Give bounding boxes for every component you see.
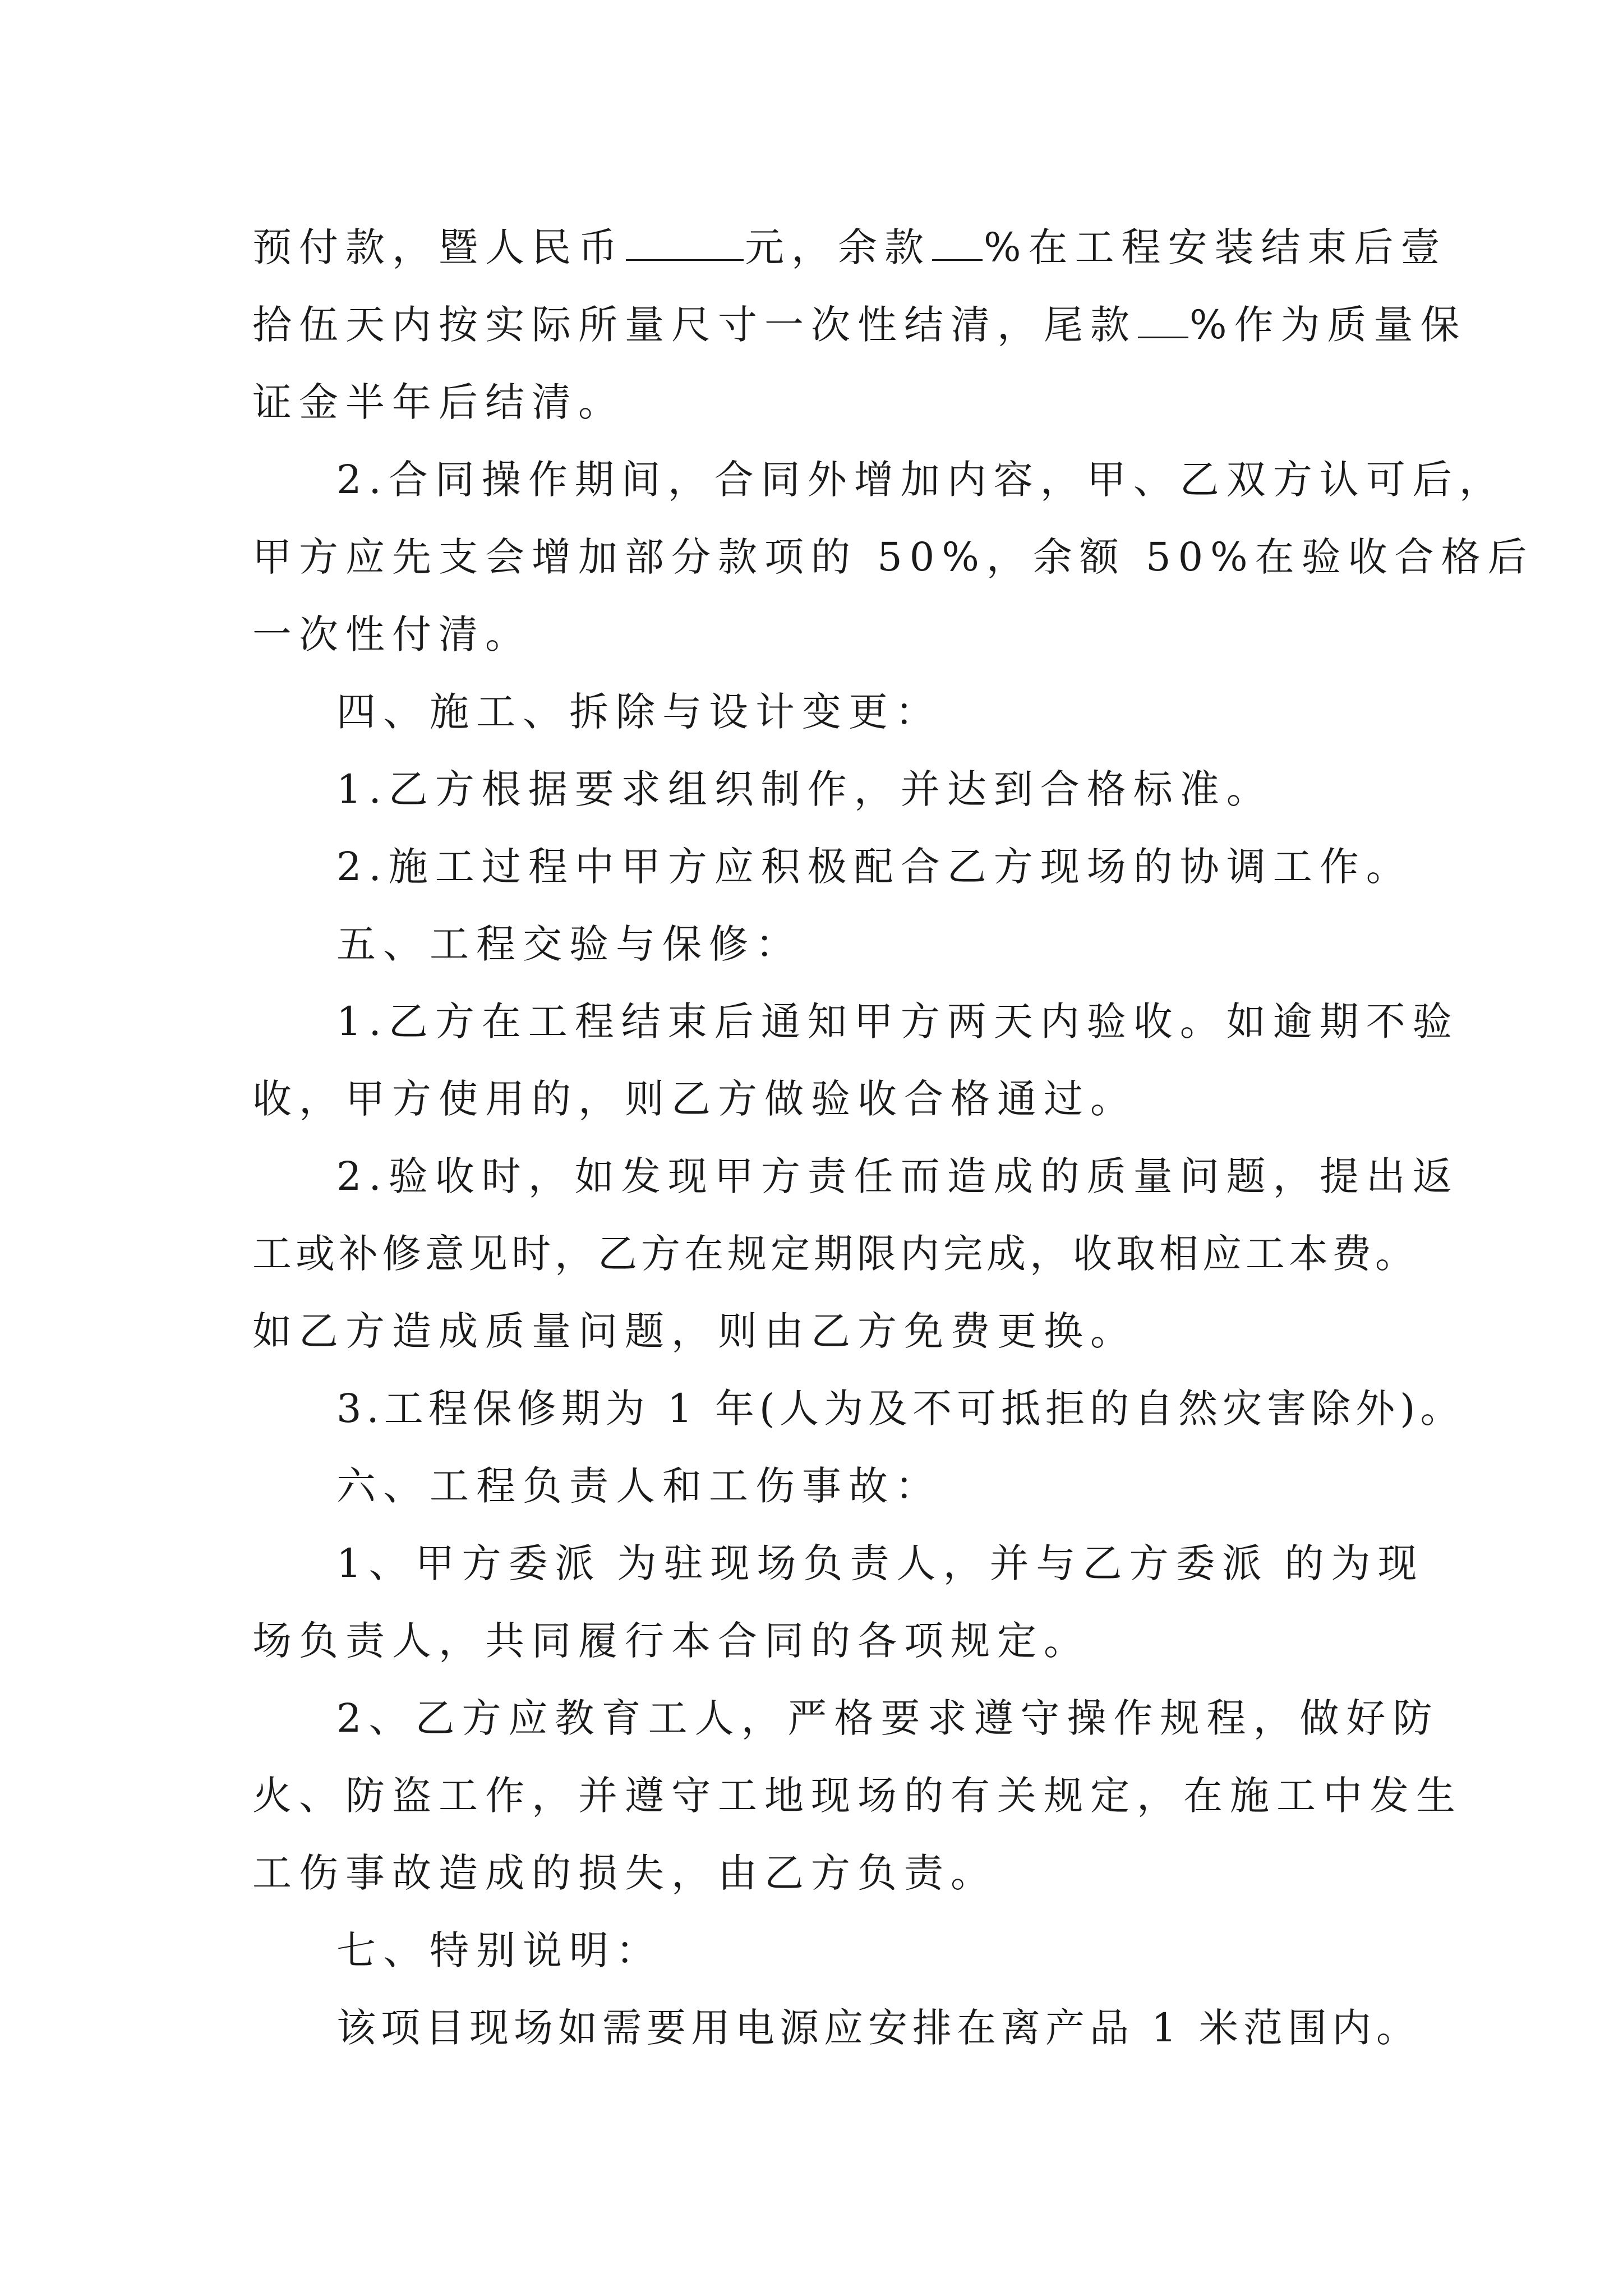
clause-line: 2.合同操作期间，合同外增加内容，甲、乙双方认可后， <box>336 457 1506 503</box>
clause-line: 2.验收时，如发现甲方责任而造成的质量问题，提出返 <box>336 1153 1459 1199</box>
section-heading: 四、施工、拆除与设计变更： <box>336 689 942 735</box>
section-heading: 五、工程交验与保修： <box>336 921 802 967</box>
clause-line: 1.乙方在工程结束后通知甲方两天内验收。如逾期不验 <box>336 999 1459 1045</box>
clause-line: 2.施工过程中甲方应积极配合乙方现场的协调工作。 <box>336 844 1413 890</box>
clause-line: 该项目现场如需要用电源应安排在离产品 1 米范围内。 <box>336 2005 1421 2051</box>
contract-body <box>252 209 1534 2067</box>
clause-line: 3.工程保修期为 1 年(人为及不可抵拒的自然灾害除外)。 <box>336 1386 1465 1432</box>
paragraph-line: 收，甲方使用的，则乙方做验收合格通过。 <box>252 1076 1137 1122</box>
paragraph-line: 场负责人，共同履行本合同的各项规定。 <box>252 1618 1090 1664</box>
fill-in-blank <box>932 224 983 261</box>
paragraph-line: 证金半年后结清。 <box>252 379 625 425</box>
clause-line: 1、甲方委派 为驻现场负责人，并与乙方委派 的为现 <box>336 1540 1424 1586</box>
section-heading: 七、特别说明： <box>336 1927 662 1973</box>
paragraph-line: 甲方应先支会增加部分款项的 50%，余额 50%在验收合格后 <box>252 534 1534 580</box>
clause-line: 1.乙方根据要求组织制作，并达到合格标准。 <box>336 766 1273 812</box>
fill-in-blank <box>626 224 744 261</box>
paragraph-line: 拾伍天内按实际所量尺寸一次性结清，尾款 %作为质量保 <box>252 302 1467 348</box>
paragraph-line: 工伤事故造成的损失，由乙方负责。 <box>252 1850 997 1896</box>
clause-line: 2、乙方应教育工人，严格要求遵守操作规程，做好防 <box>336 1695 1440 1741</box>
paragraph-line: 火、防盗工作，并遵守工地现场的有关规定，在施工中发生 <box>252 1773 1463 1819</box>
paragraph-line: 预付款，暨人民币 元，余款 %在工程安装结束后壹 <box>252 224 1447 270</box>
section-heading: 六、工程负责人和工伤事故： <box>336 1463 942 1509</box>
paragraph-line: 工或补修意见时，乙方在规定期限内完成，收取相应工本费。 <box>252 1231 1418 1277</box>
paragraph-line: 如乙方造成质量问题，则由乙方免费更换。 <box>252 1308 1137 1354</box>
paragraph-line: 一次性付清。 <box>252 611 532 657</box>
fill-in-blank <box>1138 302 1188 338</box>
